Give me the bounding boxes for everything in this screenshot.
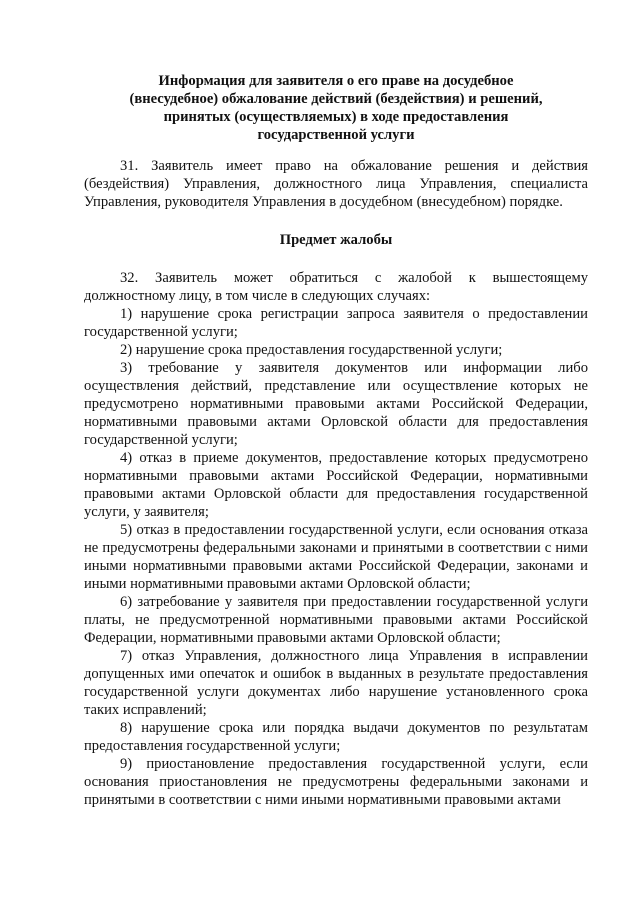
paragraph-32: 32. Заявитель может обратиться с жалобой к вышестоящему должностному лицу, в том числе в следующих случаях: — [84, 270, 588, 304]
list-item: 6) затребование у заявителя при предоставлении государственной услуги платы, не предусмотренной нормативными правовыми актами Российской Федерации, нормативными правовыми актами Орловской области; — [84, 594, 588, 646]
list-item: 5) отказ в предоставлении государственной услуги, если основания отказа не предусмотрены федеральными законами и принятыми в соответствии с ними иными нормативными правовыми актами Российской Федерации, законами и иными нормативными правовыми актами Орловской области; — [84, 522, 588, 592]
list-item: 2) нарушение срока предоставления государственной услуги; — [120, 342, 503, 358]
document-heading — [84, 72, 588, 144]
section-title: Предмет жалобы — [279, 232, 393, 248]
list-item: 7) отказ Управления, должностного лица Управления в исправлении допущенных ими опечаток и ошибок в выданных в результате предоставления государственной услуги документах либо нарушение установленного срока таких исправлений; — [84, 648, 588, 718]
list-item: 9) приостановление предоставления государственной услуги, если основания приостановления не предусмотрены федеральными законами и принятыми в соответствии с ними иными нормативными правовыми актами — [84, 756, 588, 808]
document-body — [84, 157, 588, 809]
heading-line: (внесудебное) обжалование действий (бездействия) и решений, — [129, 91, 543, 107]
heading-line: государственной услуги — [257, 127, 415, 143]
heading-line: принятых (осуществляемых) в ходе предоставления — [163, 109, 509, 125]
paragraph-31: 31. Заявитель имеет право на обжалование решения и действия (бездействия) Управления, должностного лица Управления, специалиста Управления, руководителя Управления в досудебном (внесудебном) порядке. — [84, 158, 588, 210]
list-item: 8) нарушение срока или порядка выдачи документов по результатам предоставления государственной услуги; — [84, 720, 588, 754]
list-item: 1) нарушение срока регистрации запроса заявителя о предоставлении государственной услуги; — [84, 306, 588, 340]
list-item: 3) требование у заявителя документов или информации либо осуществления действий, представление или осуществление которых не предусмотрено нормативными правовыми актами Российской Федерации, нормативными правовыми актами Орловской области для предоставления государственной услуги; — [84, 360, 588, 448]
heading-line: Информация для заявителя о его праве на досудебное — [158, 73, 514, 89]
list-item: 4) отказ в приеме документов, предоставление которых предусмотрено нормативными правовыми актами Российской Федерации, нормативными правовыми актами Орловской области для предоставления государственной услуги, у заявителя; — [84, 450, 588, 520]
